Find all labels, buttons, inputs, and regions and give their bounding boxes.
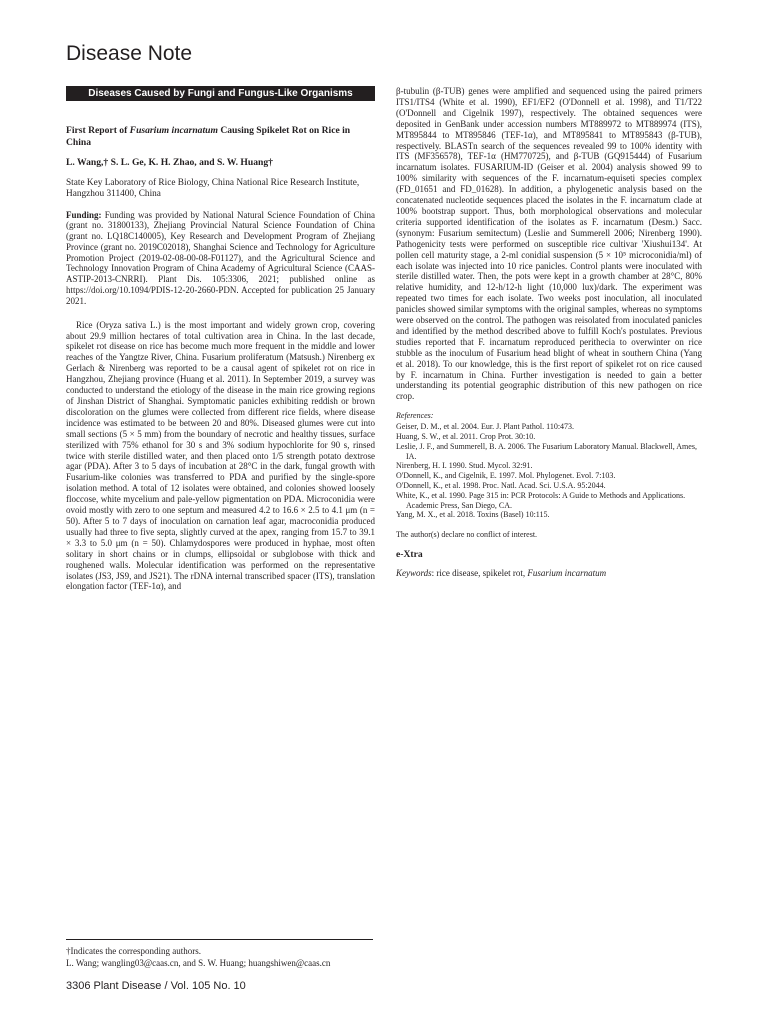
title-prefix: First Report of xyxy=(66,125,130,136)
page-heading: Disease Note xyxy=(66,42,193,65)
reference-item: Leslie, J. F., and Summerell, B. A. 2006. The Fusarium Laboratory Manual. Blackwell, Ames, IA. xyxy=(396,441,697,461)
affiliation: State Key Laboratory of Rice Biology, China National Rice Research Institute, Hangzhou 311400, China xyxy=(66,177,360,199)
e-xtra-label[interactable]: e-Xtra xyxy=(396,549,423,561)
right-column xyxy=(396,86,702,578)
references-heading: References: xyxy=(396,411,434,421)
reference-item: Yang, M. X., et al. 2018. Toxins (Basel) 10:115. xyxy=(396,510,550,520)
conflict-statement: The author(s) declare no conflict of interest. xyxy=(396,530,538,540)
body-paragraph-right: β-tubulin (β-TUB) genes were amplified and sequenced using the paired primers ITS1/ITS4 (White et al. 1990), EF1/EF2 (O'Donnell et al. 1998), and T1/T22 (O'Donnell and Cigelnik 1997), respectively. The obtained sequences were deposited in GenBank under accession numbers MT889972 to MT889974 (ITS), MT895844 to MT895846 (TEF-1α), and MT895841 to MT895843 (β-TUB), respectively. BLASTn search of the sequences revealed 99 to 100% identity with ITS (MF356578), TEF-1α (HM770725), and β-TUB (GQ915444) of Fusarium incarnatum isolates. FUSARIUM-ID (Geiser et al. 2004) analysis showed 99 to 100% similarity with sequences of the F. incarnatum-equiseti species complex (FD_01651 and FD_01628). In addition, a phylogenetic analysis based on the concatenated nucleotide sequences placed the isolates in the F. incarnatum clade at 100% bootstrap support. Thus, both morphological observations and molecular criteria supported identification of the isolates as F. incarnatum (Desm.) Sacc. (synonym: Fusarium semitectum) (Leslie and Summerell 2006; Nirenberg 1990). Pathogenicity tests were performed on susceptible rice cultivar 'Xiushui134'. At pollen cell maturity stage, a 2-ml conidial suspension (5 × 10⁵ microconidia/ml) of each isolate was injected into 10 rice panicles. Control plants were inoculated with sterile distilled water. Then, the pots were kept in a growth chamber at 28°C, 80% relative humidity, and 12-h/12-h light (10,000 lux)/dark. The experiment was repeated two times for each isolate. Two weeks post inoculation, all inoculated panicles showed similar symptoms with the original samples, whereas no symptoms were observed on the control. The pathogen was reisolated from inoculated panicles and identified by the method described above to fulfill Koch's postulates. Previous studies reported that F. incarnatum reproduced perithecia to overwinter on rice stubble as the inoculum of Fusarium head blight of wheat in southern China (Yang et al. 2018). To our knowledge, this is the first report of spikelet rot on rice caused by F. incarnatum in China. Further investigation is needed to gain a better understanding its potential geographic distribution of this new pathogen on rice crop. xyxy=(396,86,702,402)
keywords-line xyxy=(396,568,702,578)
author-list: L. Wang,† S. L. Ge, K. H. Zhao, and S. W. Huang† xyxy=(66,157,273,168)
reference-item: O'Donnell, K., and Cigelnik, E. 1997. Mol. Phylogenet. Evol. 7:103. xyxy=(396,471,616,481)
reference-item: Huang, S. W., et al. 2011. Crop Prot. 30:10. xyxy=(396,432,536,442)
title-species: Fusarium incarnatum xyxy=(129,125,218,136)
corresponding-note: †Indicates the corresponding authors. xyxy=(66,946,201,956)
keywords-species: Fusarium incarnatum xyxy=(527,568,607,579)
keywords-label: Keywords xyxy=(396,568,432,579)
funding-label: Funding: xyxy=(66,209,102,220)
reference-item: Geiser, D. M., et al. 2004. Eur. J. Plant Pathol. 110:473. xyxy=(396,422,575,432)
footnote xyxy=(66,946,386,969)
funding-statement xyxy=(66,210,375,307)
left-column xyxy=(66,86,375,592)
reference-list xyxy=(396,422,702,520)
article-title xyxy=(66,125,375,148)
funding-text: Funding was provided by National Natural Science Foundation of China (grant no. 31800133), Zhejiang Provincial Natural Science Foundation of China (grant no. LQ18C140005), Key Research and Development Program of Zhejiang Province (grant no. 2019C02018), Shanghai Science and Technology for Agriculture Promotion Project (2019-02-08-00-08-F01127), and the Agricultural Science and Technology Innovation Program of China Academy of Agricultural Science (CAAS-ASTIP-2013-CNRRI). Plant Dis. 105:3306, 2021; published online as https://doi.org/10.1094/PDIS-12-20-2660-PDN. Accepted for publication 25 January 2021. xyxy=(66,209,375,306)
reference-item: White, K., et al. 1990. Page 315 in: PCR Protocols: A Guide to Methods and Applications. Academic Press, San Diego, CA. xyxy=(396,490,686,510)
section-banner: Diseases Caused by Fungi and Fungus-Like Organisms xyxy=(66,86,375,101)
body-paragraph-left: Rice (Oryza sativa L.) is the most important and widely grown crop, covering about 29.9 million hectares of total cultivation area in China. In the last decade, spikelet rot disease on rice has become much more frequent in the middle and lower reaches of the Yangtze River, China. Fusarium proliferatum (Matsush.) Nirenberg ex Gerlach & Nirenberg was reported to be a causal agent of spikelet rot on rice in Hangzhou, Zhejiang province (Huang et al. 2011). In September 2019, a survey was conducted to understand the etiology of the disease in the main rice growing regions of Jinshan District of Shanghai. Symptomatic panicles exhibiting reddish or brown discoloration on the glumes were collected from different rice fields, where disease incidence was estimated to be between 20 and 80%. Diseased glumes were cut into small sections (5 × 5 mm) from the boundary of necrotic and healthy tissues, surface sterilized with 75% ethanol for 30 s and 3% sodium hypochlorite for 90 s, rinsed twice with sterile distilled water, and then placed onto 1/5 strength potato dextrose agar (PDA). After 3 to 5 days of incubation at 28°C in the dark, fungal growth with Fusarium-like colonies was transferred to PDA and purified by the single-spore isolation method. A total of 12 isolates were obtained, and colonies showed loosely floccose, white mycelium and pale-yellow pigmentation on PDA. Microconidia were ovoid mostly with zero to one septum and measured 4.2 to 16.6 × 2.5 to 4.1 μm (n = 50). After 5 to 7 days of inoculation on carnation leaf agar, macroconidia produced usually had three to five septa, slightly curved at the apex, ranging from 15.7 to 39.1 × 3.3 to 5.0 μm (n = 50). Chlamydospores were produced in hyphae, most often solitary in short chains or in clumps, ellipsoidal or subglobose with thick and roughened walls. Molecular identification was performed on the representative isolates (JS3, JS9, and JS21). The rDNA internal transcribed spacer (ITS), translation elongation factor (TEF-1α), and xyxy=(66,319,375,592)
corresponding-emails: L. Wang; wangling03@caas.cn, and S. W. Huang; huangshiwen@caas.cn xyxy=(66,957,331,968)
reference-item: Nirenberg, H. I. 1990. Stud. Mycol. 32:91. xyxy=(396,461,533,471)
keywords-text: : rice disease, spikelet rot, xyxy=(431,568,528,579)
title-suffix: Causing Spikelet Rot on Rice in China xyxy=(66,125,351,148)
footnote-divider xyxy=(66,939,373,940)
page-footer: 3306 Plant Disease / Vol. 105 No. 10 xyxy=(66,980,246,992)
reference-item: O'Donnell, K., et al. 1998. Proc. Natl. Acad. Sci. U.S.A. 95:2044. xyxy=(396,481,606,491)
